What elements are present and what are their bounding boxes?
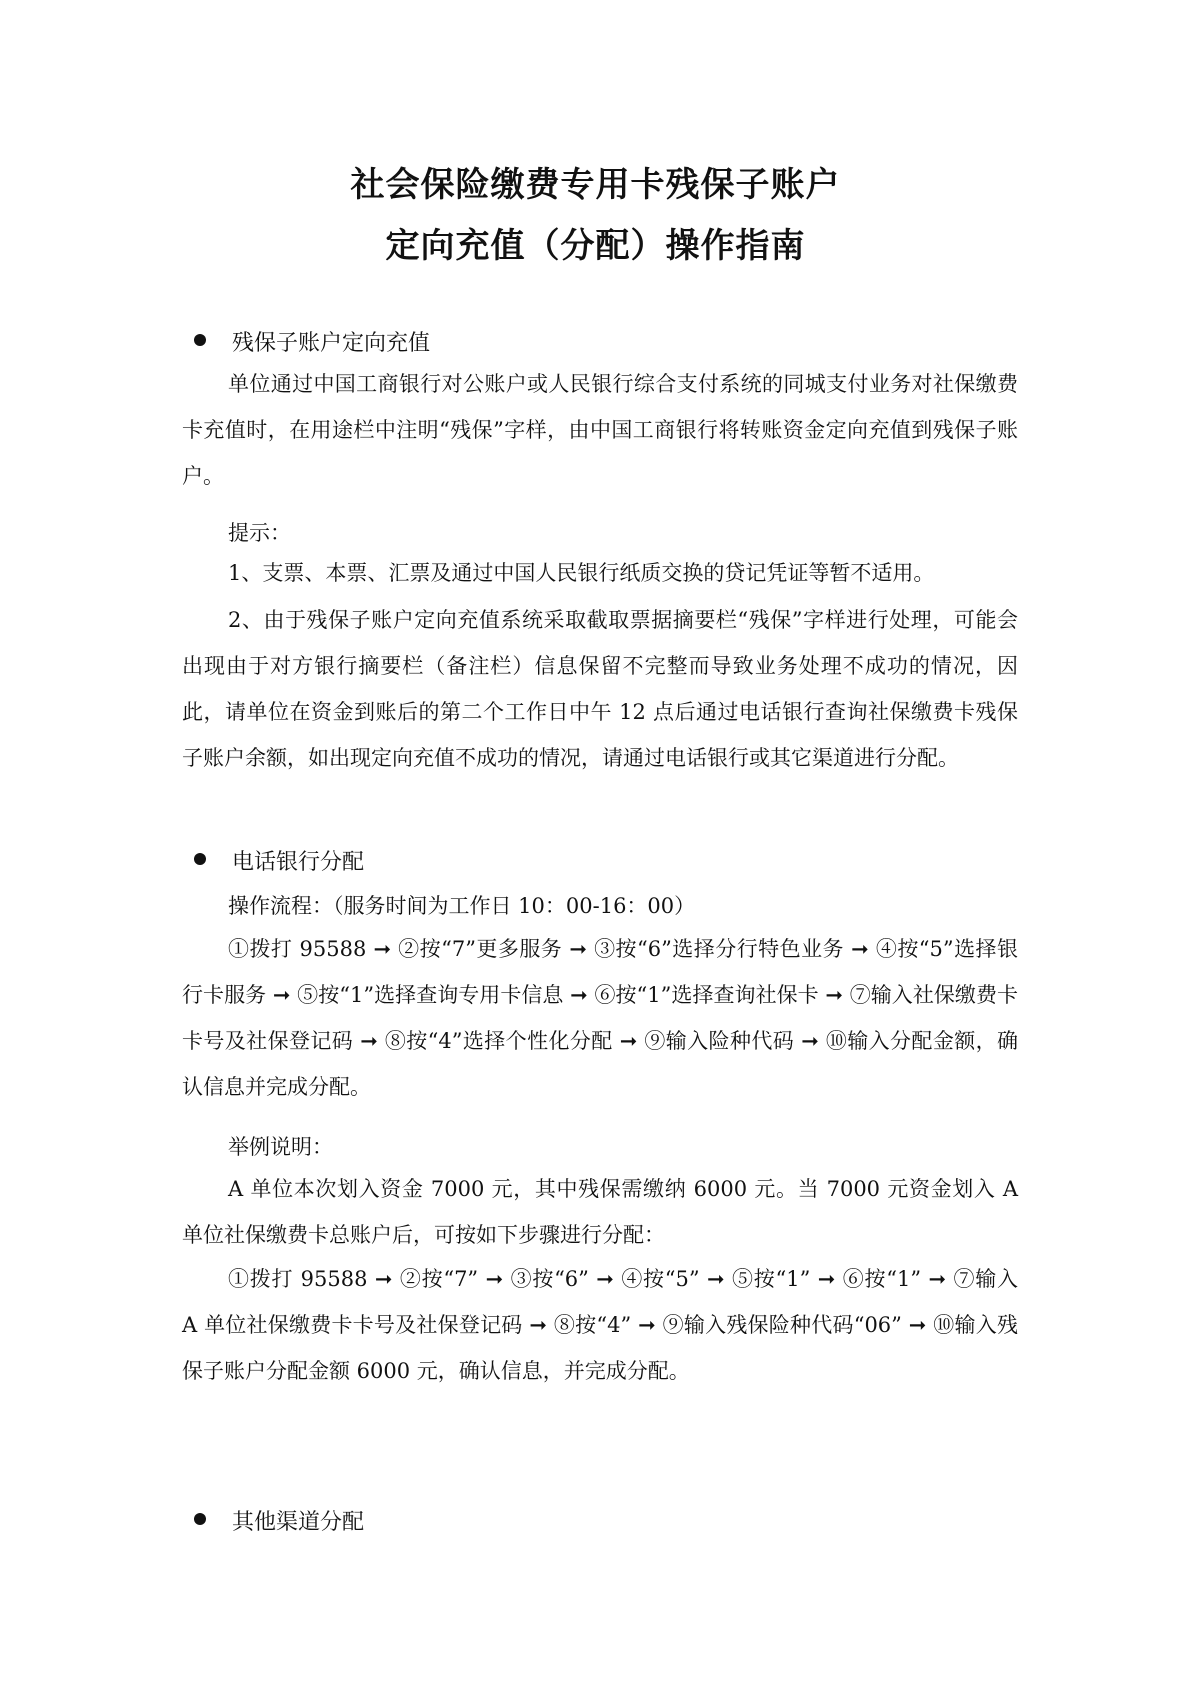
process-steps: ①拨打 95588 ➞ ②按“7”更多服务 ➞ ③按“6”选择分行特色业务 ➞ ④按“5”选择银行卡服务 ➞ ⑤按“1”选择查询专用卡信息 ➞ ⑥按“1”选择查询社保卡 ➞ ⑦输入社保缴费卡卡号及社保登记码 ➞ ⑧按“4”选择个性化分配 ➞ ⑨输入险种代码 ➞ ⑩输入分配金额，确认信息并完成分配。 [182,937,1018,1099]
section-heading-text: 残保子账户定向充值 [232,331,431,356]
tip-label: 提示： [228,521,291,545]
section-heading-recharge [232,326,430,357]
section-heading-phone-banking [232,845,364,876]
example-steps: ①拨打 95588 ➞ ②按“7” ➞ ③按“6” ➞ ④按“5” ➞ ⑤按“1” ➞ ⑥按“1” ➞ ⑦输入 A 单位社保缴费卡卡号及社保登记码 ➞ ⑧按“4” ➞ ⑨输入残保险种代码“06” ➞ ⑩输入残保子账户分配金额 6000 元，确认信息，并完成分配。 [182,1267,1018,1383]
document-title-line-2: 定向充值（分配）操作指南 [385,226,806,266]
section-heading-text: 电话银行分配 [232,850,365,875]
example-description: A 单位本次划入资金 7000 元，其中残保需缴纳 6000 元。当 7000 元资金划入 A 单位社保缴费卡总账户后，可按如下步骤进行分配： [182,1177,1018,1247]
bullet-icon [194,1513,206,1525]
bullet-icon [194,334,206,346]
tip-item-2: 2、由于残保子账户定向充值系统采取截取票据摘要栏“残保”字样进行处理，可能会出现由于对方银行摘要栏（备注栏）信息保留不完整而导致业务处理不成功的情况，因此，请单位在资金到账后的第二个工作日中午 12 点后通过电话银行查询社保缴费卡残保子账户余额，如出现定向充值不成功的情况，请通过电话银行或其它渠道进行分配。 [182,608,1018,770]
bullet-icon [194,853,206,865]
document-title-line-1: 社会保险缴费专用卡残保子账户 [350,165,841,205]
process-label: 操作流程：（服务时间为工作日 10：00-16：00） [228,894,696,918]
section-heading-other-channels [232,1505,364,1536]
paragraph-recharge-intro: 单位通过中国工商银行对公账户或人民银行综合支付系统的同城支付业务对社保缴费卡充值时，在用途栏中注明“残保”字样，由中国工商银行将转账资金定向充值到残保子账户。 [182,372,1018,488]
section-heading-text: 其他渠道分配 [232,1510,365,1535]
example-label: 举例说明： [228,1135,333,1159]
tip-item-1: 1、支票、本票、汇票及通过中国人民银行纸质交换的贷记凭证等暂不适用。 [228,561,935,585]
